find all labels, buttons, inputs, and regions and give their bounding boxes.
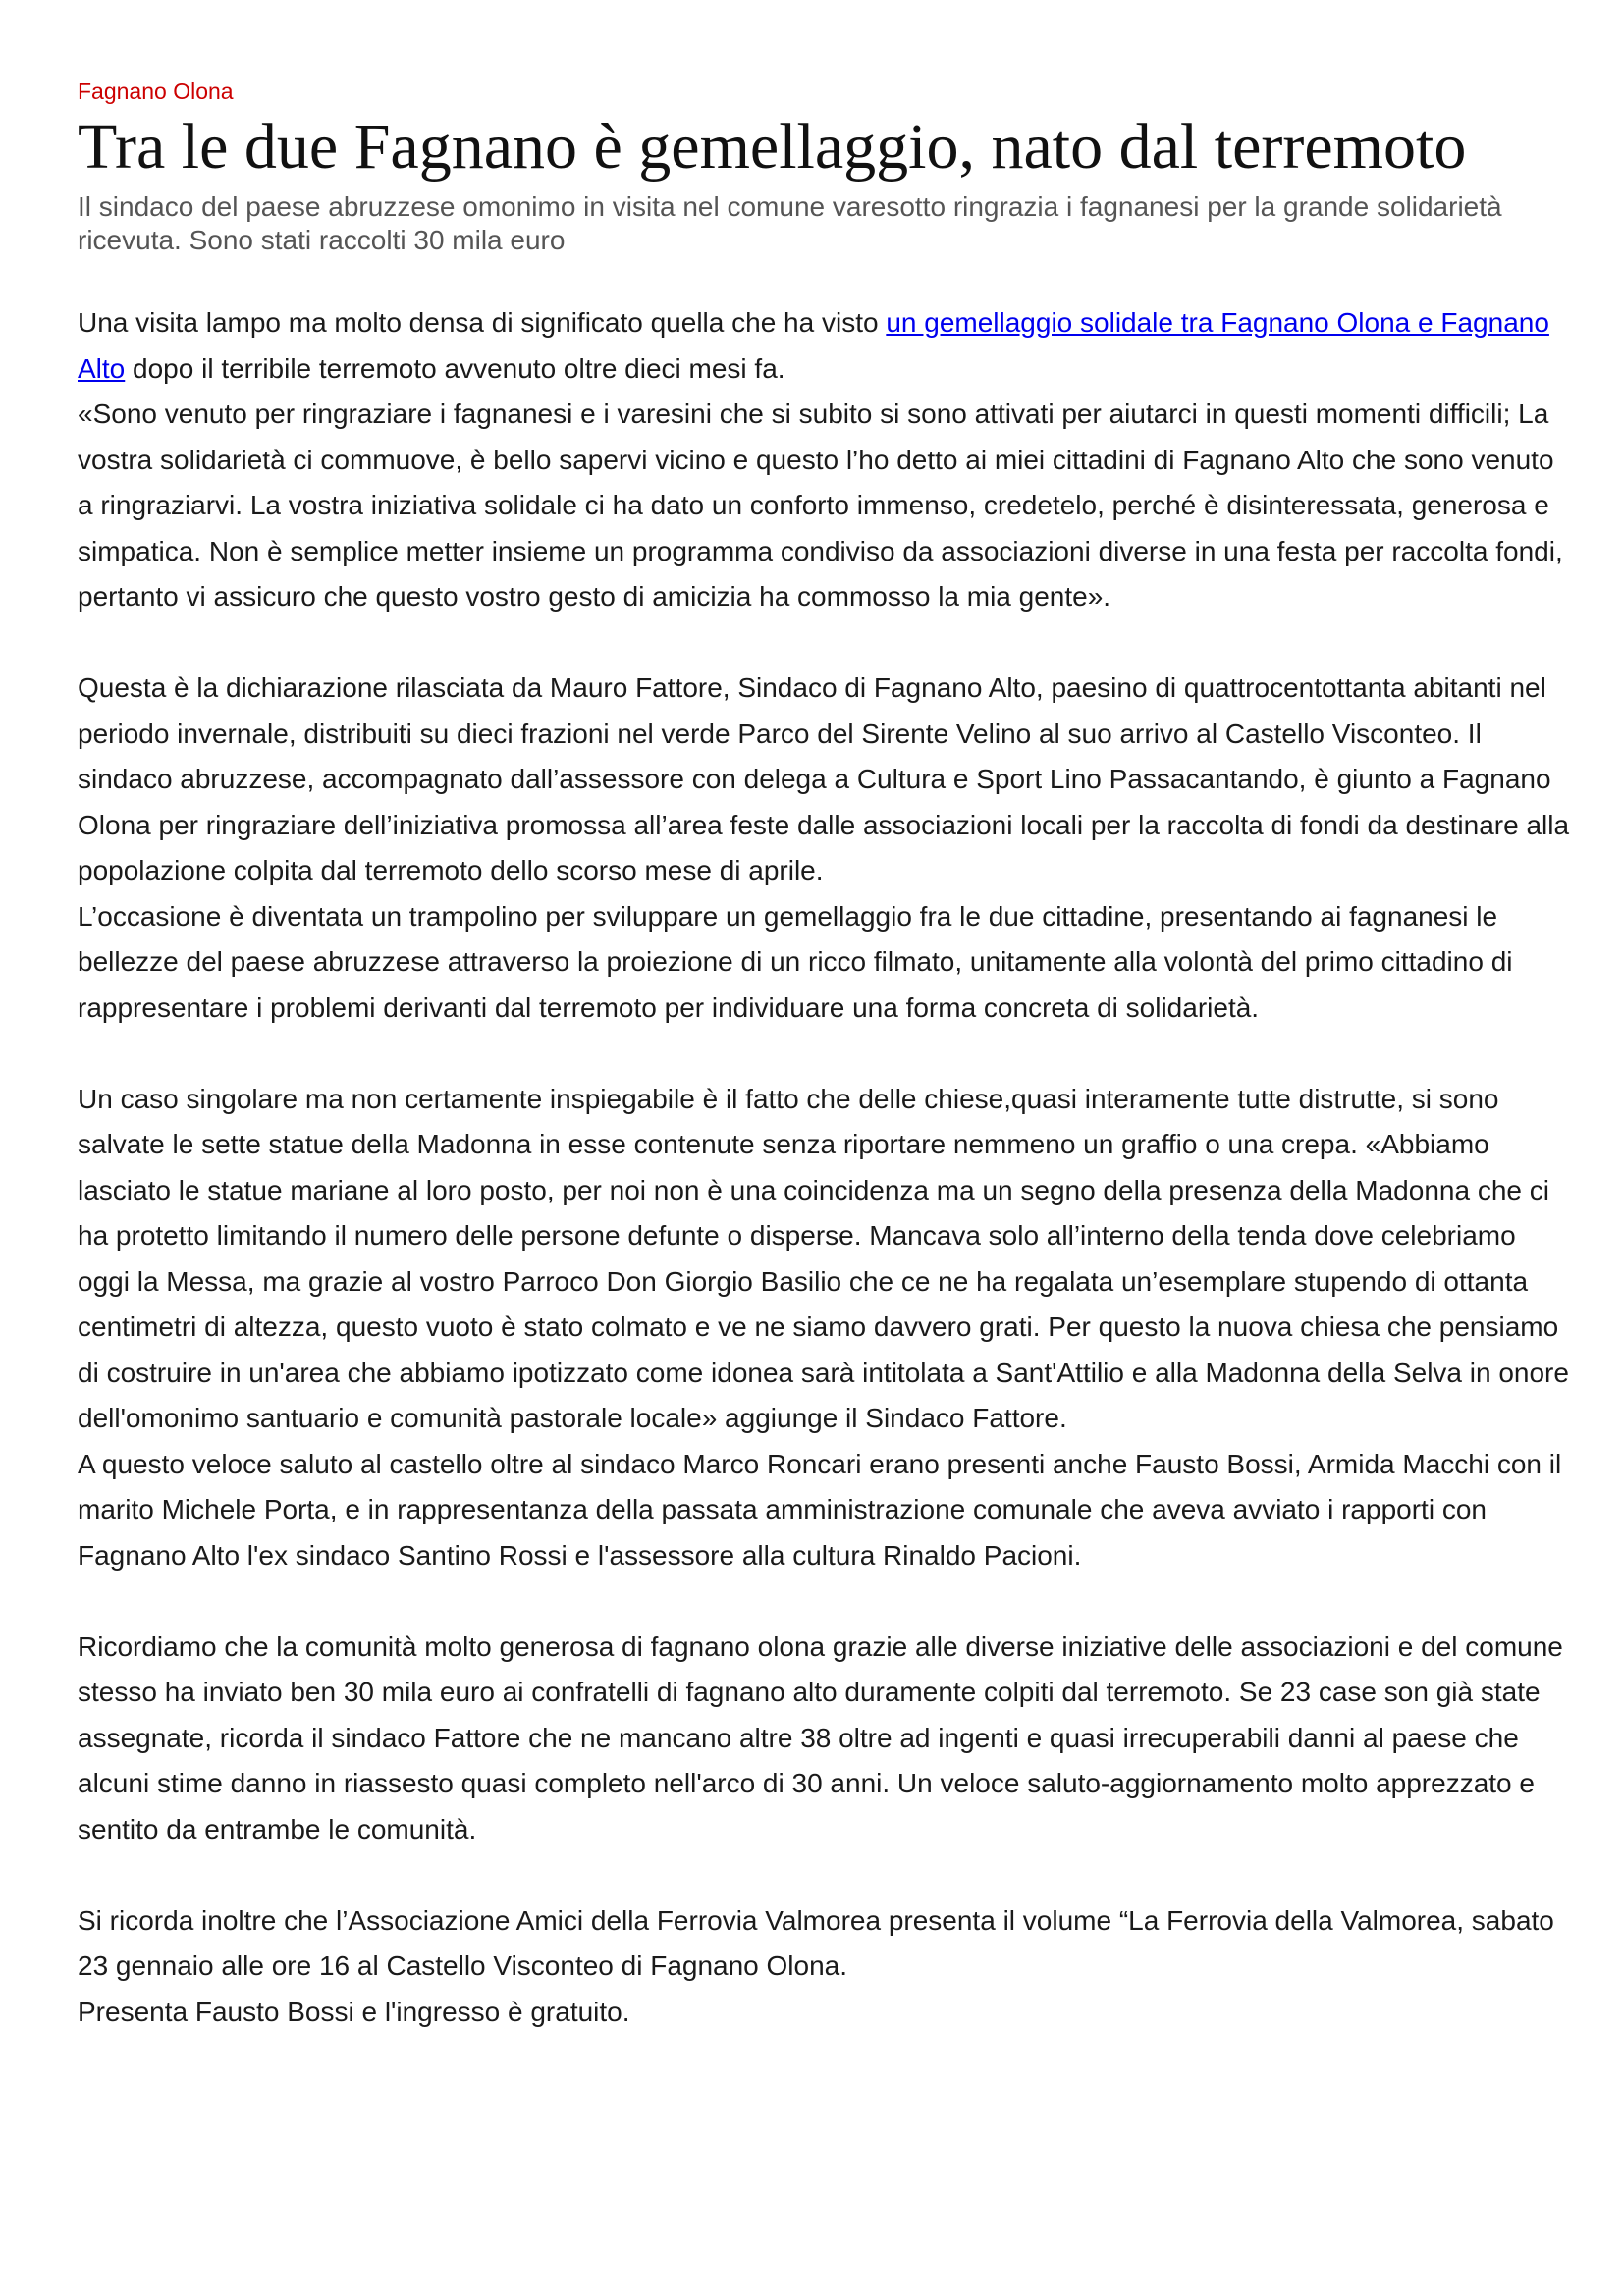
location-kicker: Fagnano Olona <box>78 79 234 104</box>
paragraph-statues: Un caso singolare ma non certamente inspiegabile è il fatto che delle chiese,quasi interamente tutte distrutte, si sono salvate le sette statue della Madonna in esse contenute senza riportare nemmeno un graffio o una crepa. «Abbiamo lasciato le statue mariane al loro posto, per noi non è una coincidenza ma un segno della presenza della Madonna che ci ha protetto limitando il numero delle persone defunte o disperse. Mancava solo all’interno della tenda dove celebriamo oggi la Messa, ma grazie al vostro Parroco Don Giorgio Basilio che ce ne ha regalata un’esemplare stupendo di ottanta centimetri di altezza, questo vuoto è stato colmato e ve ne siamo davvero grati. Per questo la nuova chiesa che pensiamo di costruire in un'area che abbiamo ipotizzato come idonea sarà intitolata a Sant'Attilio e alla Madonna della Selva in onore dell'omonimo santuario e comunità pastorale locale» aggiunge il Sindaco Fattore. <box>78 1083 1569 1433</box>
paragraph-presenter: Presenta Fausto Bossi e l'ingresso è gratuito. <box>78 1996 630 2027</box>
paragraph-declaration: Questa è la dichiarazione rilasciata da Mauro Fattore, Sindaco di Fagnano Alto, paesino di quattrocentottanta abitanti nel periodo invernale, distribuiti su dieci frazioni nel verde Parco del Sirente Velino al suo arrivo al Castello Visconteo. Il sindaco abruzzese, accompagnato dall’assessore con delega a Cultura e Sport Lino Passacantando, è giunto a Fagnano Olona per ringraziare dell’iniziativa promossa all’area feste dalle associazioni locali per la raccolta di fondi da destinare alla popolazione colpita dal terremoto dello scorso mese di aprile. <box>78 672 1570 885</box>
article-page <box>78 77 1570 2035</box>
article-body <box>78 300 1570 2035</box>
paragraph-intro-tail: dopo il terribile terremoto avvenuto oltre dieci mesi fa. <box>125 352 785 384</box>
paragraph-book-event: Si ricorda inoltre che l’Associazione Amici della Ferrovia Valmorea presenta il volume “La Ferrovia della Valmorea, sabato 23 gennaio alle ore 16 al Castello Visconteo di Fagnano Olona. <box>78 1904 1554 1981</box>
paragraph-attendees: A questo veloce saluto al castello oltre al sindaco Marco Roncari erano presenti anche Fausto Bossi, Armida Macchi con il marito Michele Porta, e in rappresentanza della passata amministrazione comunale che aveva avviato i rapporti con Fagnano Alto l'ex sindaco Santino Rossi e l'assessore alla cultura Rinaldo Pacioni. <box>78 1448 1562 1571</box>
article-title: Tra le due Fagnano è gemellaggio, nato dal terremoto <box>78 111 1467 183</box>
paragraph-quote: «Sono venuto per ringraziare i fagnanesi e i varesini che si subito si sono attivati per aiutarci in questi momenti difficili; La vostra solidarietà ci commuove, è bello sapervi vicino e questo l’ho detto ai miei cittadini di Fagnano Alto che sono venuto a ringraziarvi. La vostra iniziativa solidale ci ha dato un conforto immenso, credetelo, perché è disinteressata, generosa e simpatica. Non è semplice metter insieme un programma condiviso da associazioni diverse in una festa per raccolta fondi, pertanto vi assicuro che questo vostro gesto di amicizia ha commosso la mia gente». <box>78 399 1563 612</box>
paragraph-donations: Ricordiamo che la comunità molto generosa di fagnano olona grazie alle diverse iniziative delle associazioni e del comune stesso ha inviato ben 30 mila euro ai confratelli di fagnano alto duramente colpiti dal terremoto. Se 23 case son già state assegnate, ricorda il sindaco Fattore che ne mancano altre 38 oltre ad ingenti e quasi irrecuperabili danni al paese che alcuni stime danno in riassesto quasi completo nell'arco di 30 anni. Un veloce saluto-aggiornamento molto apprezzato e sentito da entrambe le comunità. <box>78 1630 1563 1844</box>
article-subtitle: Il sindaco del paese abruzzese omonimo in visita nel comune varesotto ringrazia i fagnanesi per la grande solidarietà ricevuta. Sono stati raccolti 30 mila euro <box>78 191 1502 255</box>
paragraph-intro <box>78 300 1570 392</box>
paragraph-intro-text: Una visita lampo ma molto densa di significato quella che ha visto <box>78 307 887 338</box>
paragraph-occasion: L’occasione è diventata un trampolino per sviluppare un gemellaggio fra le due cittadine, presentando ai fagnanesi le bellezze del paese abruzzese attraverso la proiezione di un ricco filmato, unitamente alla volontà del primo cittadino di rappresentare i problemi derivanti dal terremoto per individuare una forma concreta di solidarietà. <box>78 900 1513 1023</box>
twinning-article-link[interactable]: un gemellaggio solidale tra Fagnano Olona e Fagnano Alto <box>78 307 1549 384</box>
